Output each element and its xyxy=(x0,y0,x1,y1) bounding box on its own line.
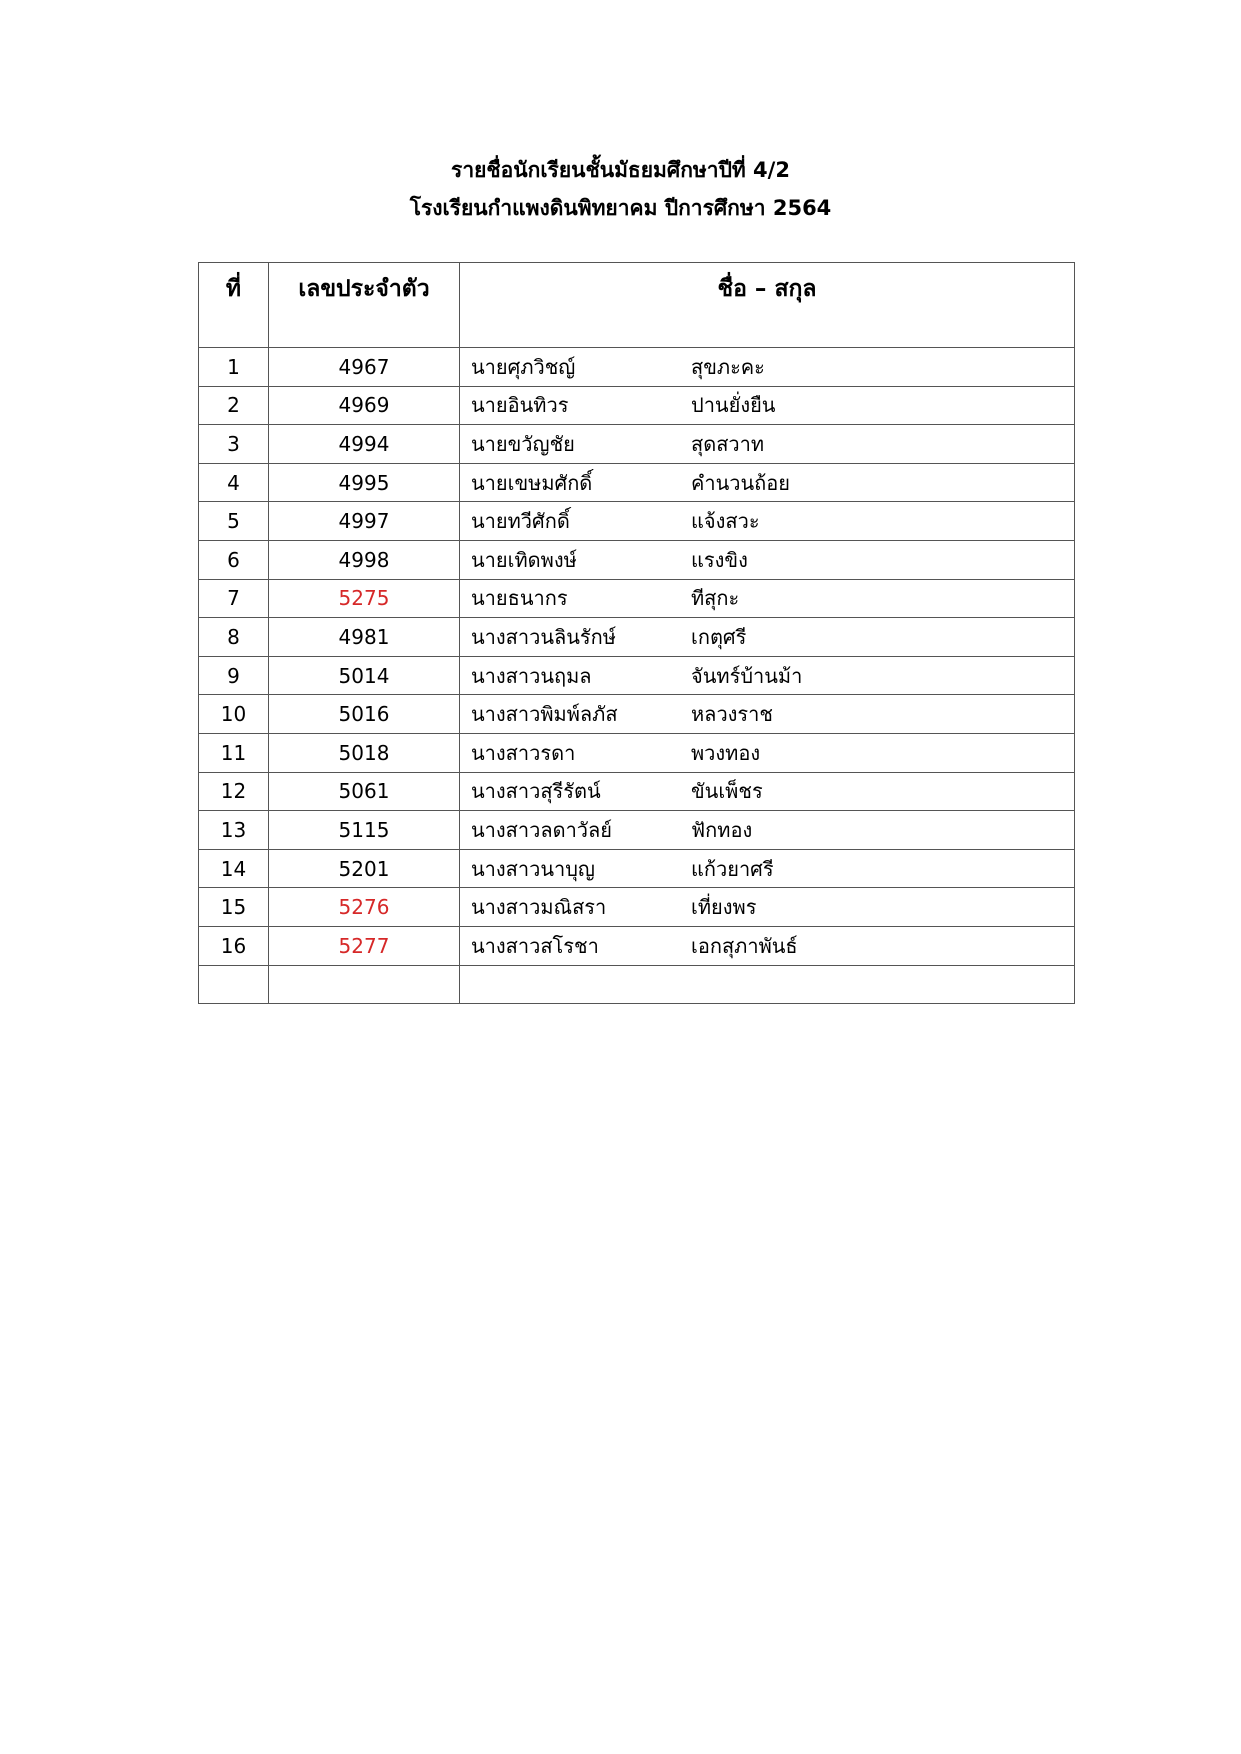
table-row xyxy=(199,926,1075,965)
table-row xyxy=(199,540,1075,579)
student-last-name: ขันเพ็ชร xyxy=(691,779,763,804)
student-last-name: พวงทอง xyxy=(691,740,761,765)
student-id: 4969 xyxy=(269,386,460,425)
table-row xyxy=(199,656,1075,695)
table-row xyxy=(199,772,1075,811)
student-last-name: แจ้งสวะ xyxy=(691,509,760,534)
row-number: 13 xyxy=(199,811,269,850)
student-first-name: นางสาวสโรชา xyxy=(471,933,599,958)
student-id: 4981 xyxy=(269,618,460,657)
table-row xyxy=(199,849,1075,888)
student-id: 5115 xyxy=(269,811,460,850)
student-full-name xyxy=(460,348,1075,387)
student-full-name xyxy=(460,540,1075,579)
table-row xyxy=(199,348,1075,387)
student-first-name: นายขวัญชัย xyxy=(471,431,575,456)
student-last-name: หลวงราช xyxy=(691,702,773,727)
student-last-name: แรงขิง xyxy=(691,547,748,572)
student-last-name: สุดสวาท xyxy=(691,431,765,456)
student-first-name: นายทวีศักดิ์ xyxy=(471,509,570,534)
document-title: รายชื่อนักเรียนชั้นมัธยมศึกษาปีที่ 4/2 xyxy=(451,158,790,182)
student-full-name xyxy=(460,849,1075,888)
student-first-name: นางสาวนลินรักษ์ xyxy=(471,624,616,649)
student-full-name xyxy=(460,888,1075,927)
student-full-name xyxy=(460,463,1075,502)
student-full-name xyxy=(460,579,1075,618)
student-last-name: เกตุศรี xyxy=(691,624,747,649)
student-first-name: นายเทิดพงษ์ xyxy=(471,547,577,572)
student-full-name xyxy=(460,656,1075,695)
student-last-name: สุขภะคะ xyxy=(691,354,765,379)
student-id: 5061 xyxy=(269,772,460,811)
student-last-name: ทีสุกะ xyxy=(691,586,740,611)
empty-cell xyxy=(460,965,1075,1004)
table-header-row xyxy=(199,263,1075,348)
table-row xyxy=(199,425,1075,464)
student-full-name xyxy=(460,926,1075,965)
table-row xyxy=(199,579,1075,618)
column-header-full-name: ชื่อ – สกุล xyxy=(460,263,1075,348)
student-last-name: เที่ยงพร xyxy=(691,895,757,920)
student-first-name: นางสาวสุรีรัตน์ xyxy=(471,779,601,804)
document-subtitle: โรงเรียนกำแพงดินพิทยาคม ปีการศึกษา 2564 xyxy=(409,196,832,220)
table-row xyxy=(199,811,1075,850)
student-last-name: ปานยั่งยืน xyxy=(691,393,776,418)
table-row xyxy=(199,695,1075,734)
table-row xyxy=(199,463,1075,502)
row-number: 6 xyxy=(199,540,269,579)
student-roster-table xyxy=(198,262,1075,1004)
student-full-name xyxy=(460,618,1075,657)
row-number: 5 xyxy=(199,502,269,541)
student-full-name xyxy=(460,502,1075,541)
student-id: 4997 xyxy=(269,502,460,541)
empty-row xyxy=(199,965,1075,1004)
student-last-name: จันทร์บ้านม้า xyxy=(691,663,803,688)
student-id: 4995 xyxy=(269,463,460,502)
student-full-name xyxy=(460,811,1075,850)
table-row xyxy=(199,733,1075,772)
student-id: 5018 xyxy=(269,733,460,772)
column-header-number: ที่ xyxy=(199,263,269,348)
student-first-name: นางสาวพิมพ์ลภัส xyxy=(471,702,618,727)
student-first-name: นางสาวมณิสรา xyxy=(471,895,607,920)
row-number: 11 xyxy=(199,733,269,772)
table-row xyxy=(199,888,1075,927)
student-first-name: นางสาวลดาวัลย์ xyxy=(471,817,613,842)
student-last-name: ฟักทอง xyxy=(691,817,753,842)
row-number: 9 xyxy=(199,656,269,695)
student-id: 5016 xyxy=(269,695,460,734)
row-number: 14 xyxy=(199,849,269,888)
row-number: 3 xyxy=(199,425,269,464)
column-header-student-id: เลขประจำตัว xyxy=(269,263,460,348)
student-id: 5277 xyxy=(269,926,460,965)
student-id: 4998 xyxy=(269,540,460,579)
student-id: 4994 xyxy=(269,425,460,464)
row-number: 15 xyxy=(199,888,269,927)
row-number: 12 xyxy=(199,772,269,811)
row-number: 8 xyxy=(199,618,269,657)
student-last-name: แก้วยาศรี xyxy=(691,856,774,881)
table-row xyxy=(199,618,1075,657)
student-full-name xyxy=(460,386,1075,425)
student-full-name xyxy=(460,425,1075,464)
student-id: 5276 xyxy=(269,888,460,927)
row-number: 4 xyxy=(199,463,269,502)
row-number: 7 xyxy=(199,579,269,618)
student-id: 5275 xyxy=(269,579,460,618)
student-first-name: นายธนากร xyxy=(471,586,568,611)
student-first-name: นายศุภวิชญ์ xyxy=(471,354,576,379)
student-id: 5201 xyxy=(269,849,460,888)
student-full-name xyxy=(460,733,1075,772)
table-row xyxy=(199,386,1075,425)
student-first-name: นายเขษมศักดิ์ xyxy=(471,470,593,495)
student-last-name: คำนวนถ้อย xyxy=(691,470,791,495)
student-first-name: นายอินทิวร xyxy=(471,393,569,418)
row-number: 2 xyxy=(199,386,269,425)
row-number: 1 xyxy=(199,348,269,387)
row-number: 16 xyxy=(199,926,269,965)
empty-cell xyxy=(269,965,460,1004)
empty-cell xyxy=(199,965,269,1004)
student-id: 5014 xyxy=(269,656,460,695)
student-first-name: นางสาวนฤมล xyxy=(471,663,592,688)
student-id: 4967 xyxy=(269,348,460,387)
table-body xyxy=(199,348,1075,1004)
row-number: 10 xyxy=(199,695,269,734)
student-first-name: นางสาวรดา xyxy=(471,740,576,765)
table-row xyxy=(199,502,1075,541)
student-first-name: นางสาวนาบุญ xyxy=(471,856,595,881)
student-full-name xyxy=(460,695,1075,734)
student-last-name: เอกสุภาพันธ์ xyxy=(691,933,798,958)
student-full-name xyxy=(460,772,1075,811)
